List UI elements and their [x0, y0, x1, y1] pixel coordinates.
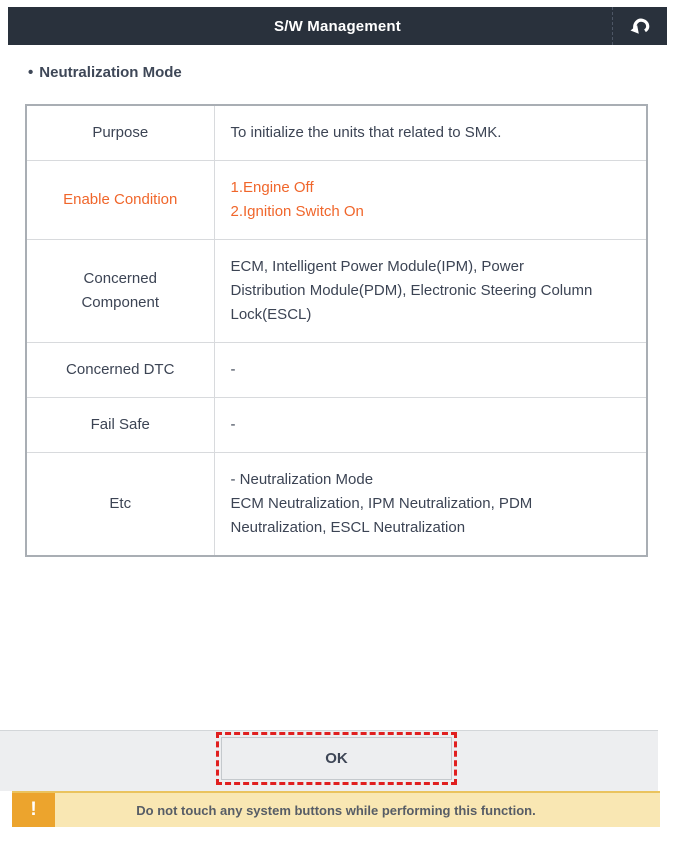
value-line: 2.Ignition Switch On	[230, 203, 364, 220]
row-label-cell: Etc	[26, 453, 214, 557]
section-heading	[28, 64, 182, 81]
value-line: ECM Neutralization, IPM Neutralization, PDM Neutralization, ESCL Neutralization	[230, 495, 533, 536]
row-label-cell: Enable Condition	[26, 161, 214, 240]
value-line: - Neutralization Mode	[230, 471, 374, 488]
warning-message: Do not touch any system buttons while performing this function.	[136, 802, 536, 818]
row-label-cell: Concerned DTC	[26, 343, 214, 398]
row-value-cell	[214, 453, 647, 557]
section-title: Neutralization Mode	[39, 64, 182, 81]
ok-button[interactable]	[221, 737, 452, 780]
row-value-cell	[214, 105, 647, 161]
ok-button-label: OK	[325, 750, 348, 767]
row-value-cell	[214, 343, 647, 398]
return-arrow-icon	[628, 14, 653, 39]
value-line: 1.Engine Off	[230, 179, 314, 196]
table-row	[26, 105, 647, 161]
row-value-cell	[214, 398, 647, 453]
value-line: -	[230, 416, 236, 433]
back-button[interactable]	[612, 7, 667, 45]
row-value-cell	[214, 240, 647, 343]
table-row	[26, 161, 647, 240]
row-value-cell	[214, 161, 647, 240]
value-line: To initialize the units that related to SMK.	[230, 124, 502, 141]
info-table	[25, 104, 648, 557]
warning-bar	[12, 791, 660, 827]
bullet-glyph: •	[28, 64, 34, 81]
title-bar	[8, 7, 667, 45]
page-title: S/W Management	[274, 17, 401, 35]
table-row	[26, 343, 647, 398]
table-row	[26, 240, 647, 343]
warning-exclamation-icon	[12, 793, 55, 827]
value-line: ECM, Intelligent Power Module(IPM), Power Distribution Module(PDM), Electronic Steering Column Lock(ESCL)	[230, 258, 593, 323]
info-table-body	[26, 105, 647, 556]
table-row	[26, 398, 647, 453]
row-label-cell: Concerned Component	[26, 240, 214, 343]
warning-icon-glyph: !	[30, 799, 37, 820]
value-line: -	[230, 361, 236, 378]
row-label-cell: Purpose	[26, 105, 214, 161]
row-label-cell: Fail Safe	[26, 398, 214, 453]
table-row	[26, 453, 647, 557]
